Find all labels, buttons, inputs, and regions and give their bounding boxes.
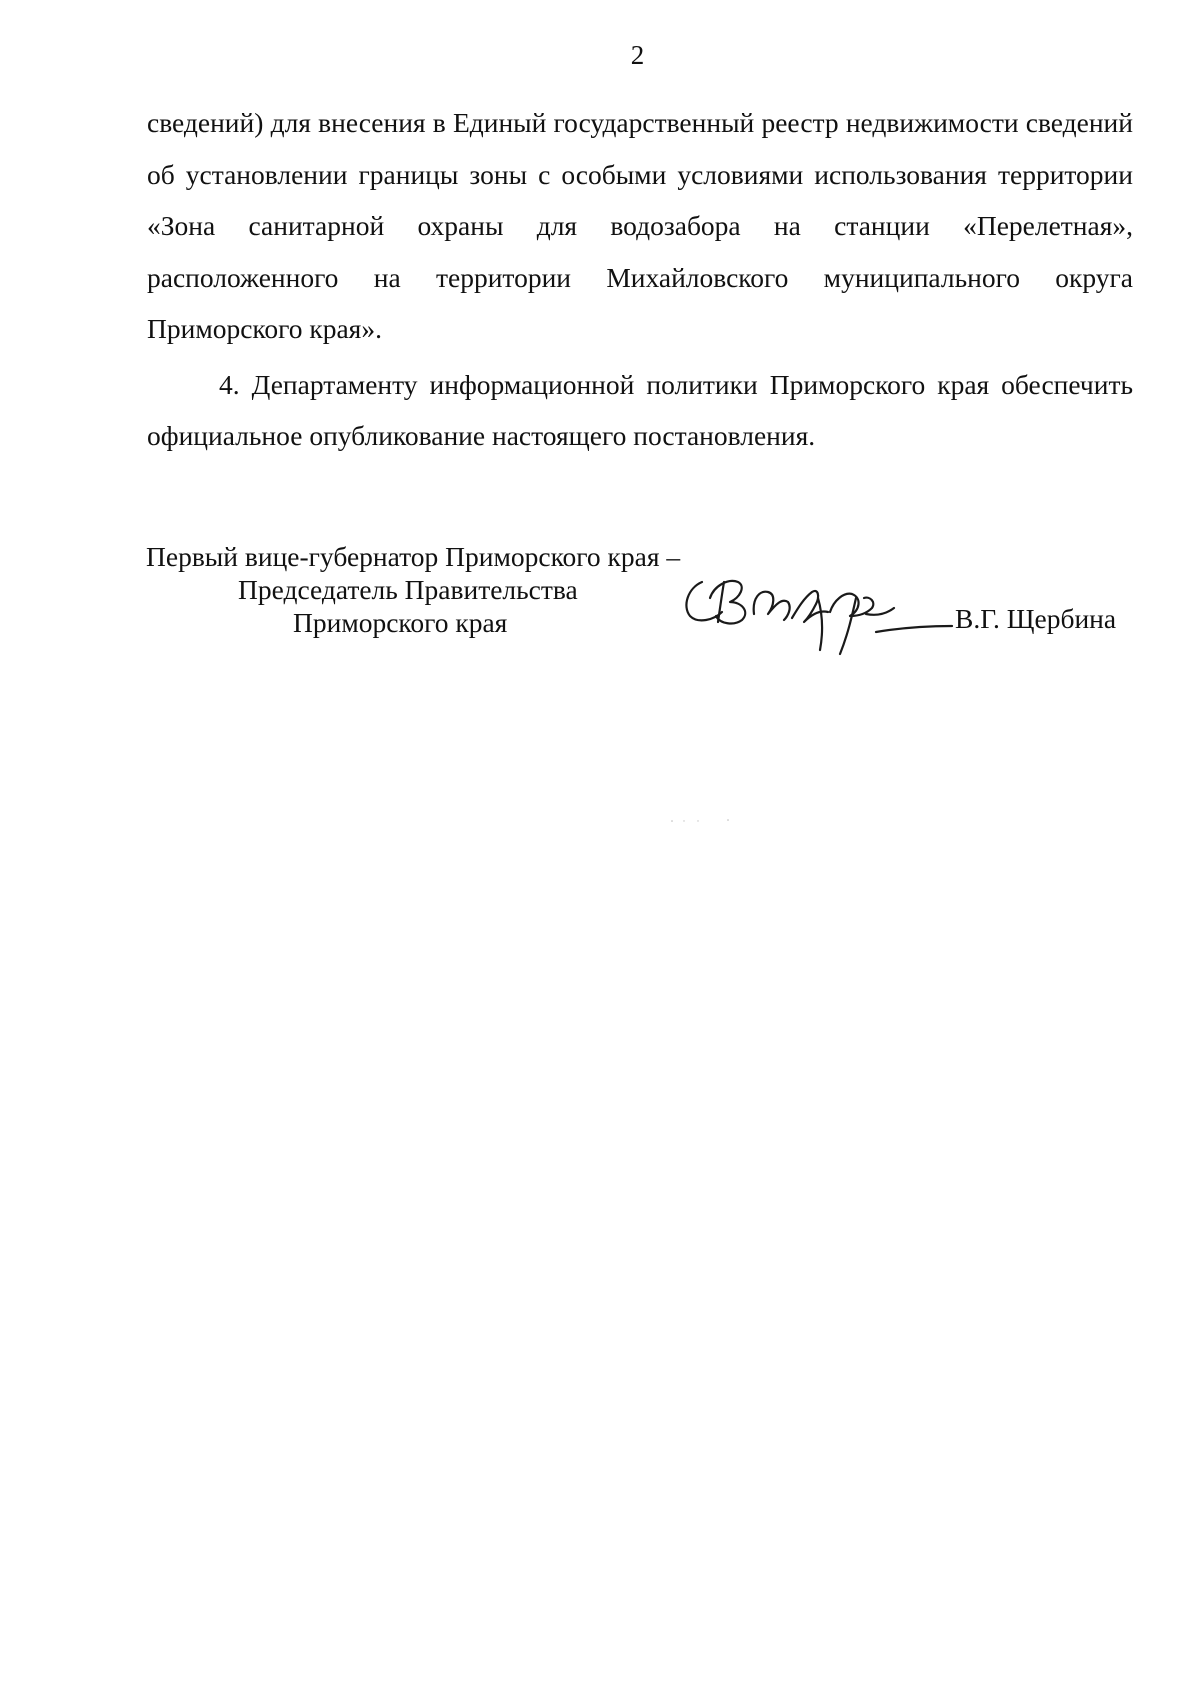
paragraph-continuation: сведений) для внесения в Единый государственный реестр недвижимости сведений об установлении границы зоны с особыми условиями использования территории «Зона санитарной охраны для водозабора на станции «Перелетная», расположенного на территории Михайловского муниципального округа Приморского края». — [147, 107, 1133, 344]
handwritten-signature — [680, 568, 970, 668]
scan-specks — [670, 818, 750, 824]
page-number: 2 — [630, 40, 645, 70]
signatory-title-line-3: Приморского края — [293, 607, 508, 638]
paragraph-item-4: 4. Департаменту информационной политики Приморского края обеспечить официальное опубликование настоящего постановления. — [147, 368, 1133, 451]
signatory-title-line-1: Первый вице-губернатор Приморского края – — [146, 541, 681, 572]
signatory-title — [146, 540, 680, 639]
document-body — [147, 97, 1133, 462]
signatory-title-line-2: Председатель Правительства — [238, 574, 578, 605]
signer-name: В.Г. Щербина — [955, 603, 1117, 634]
